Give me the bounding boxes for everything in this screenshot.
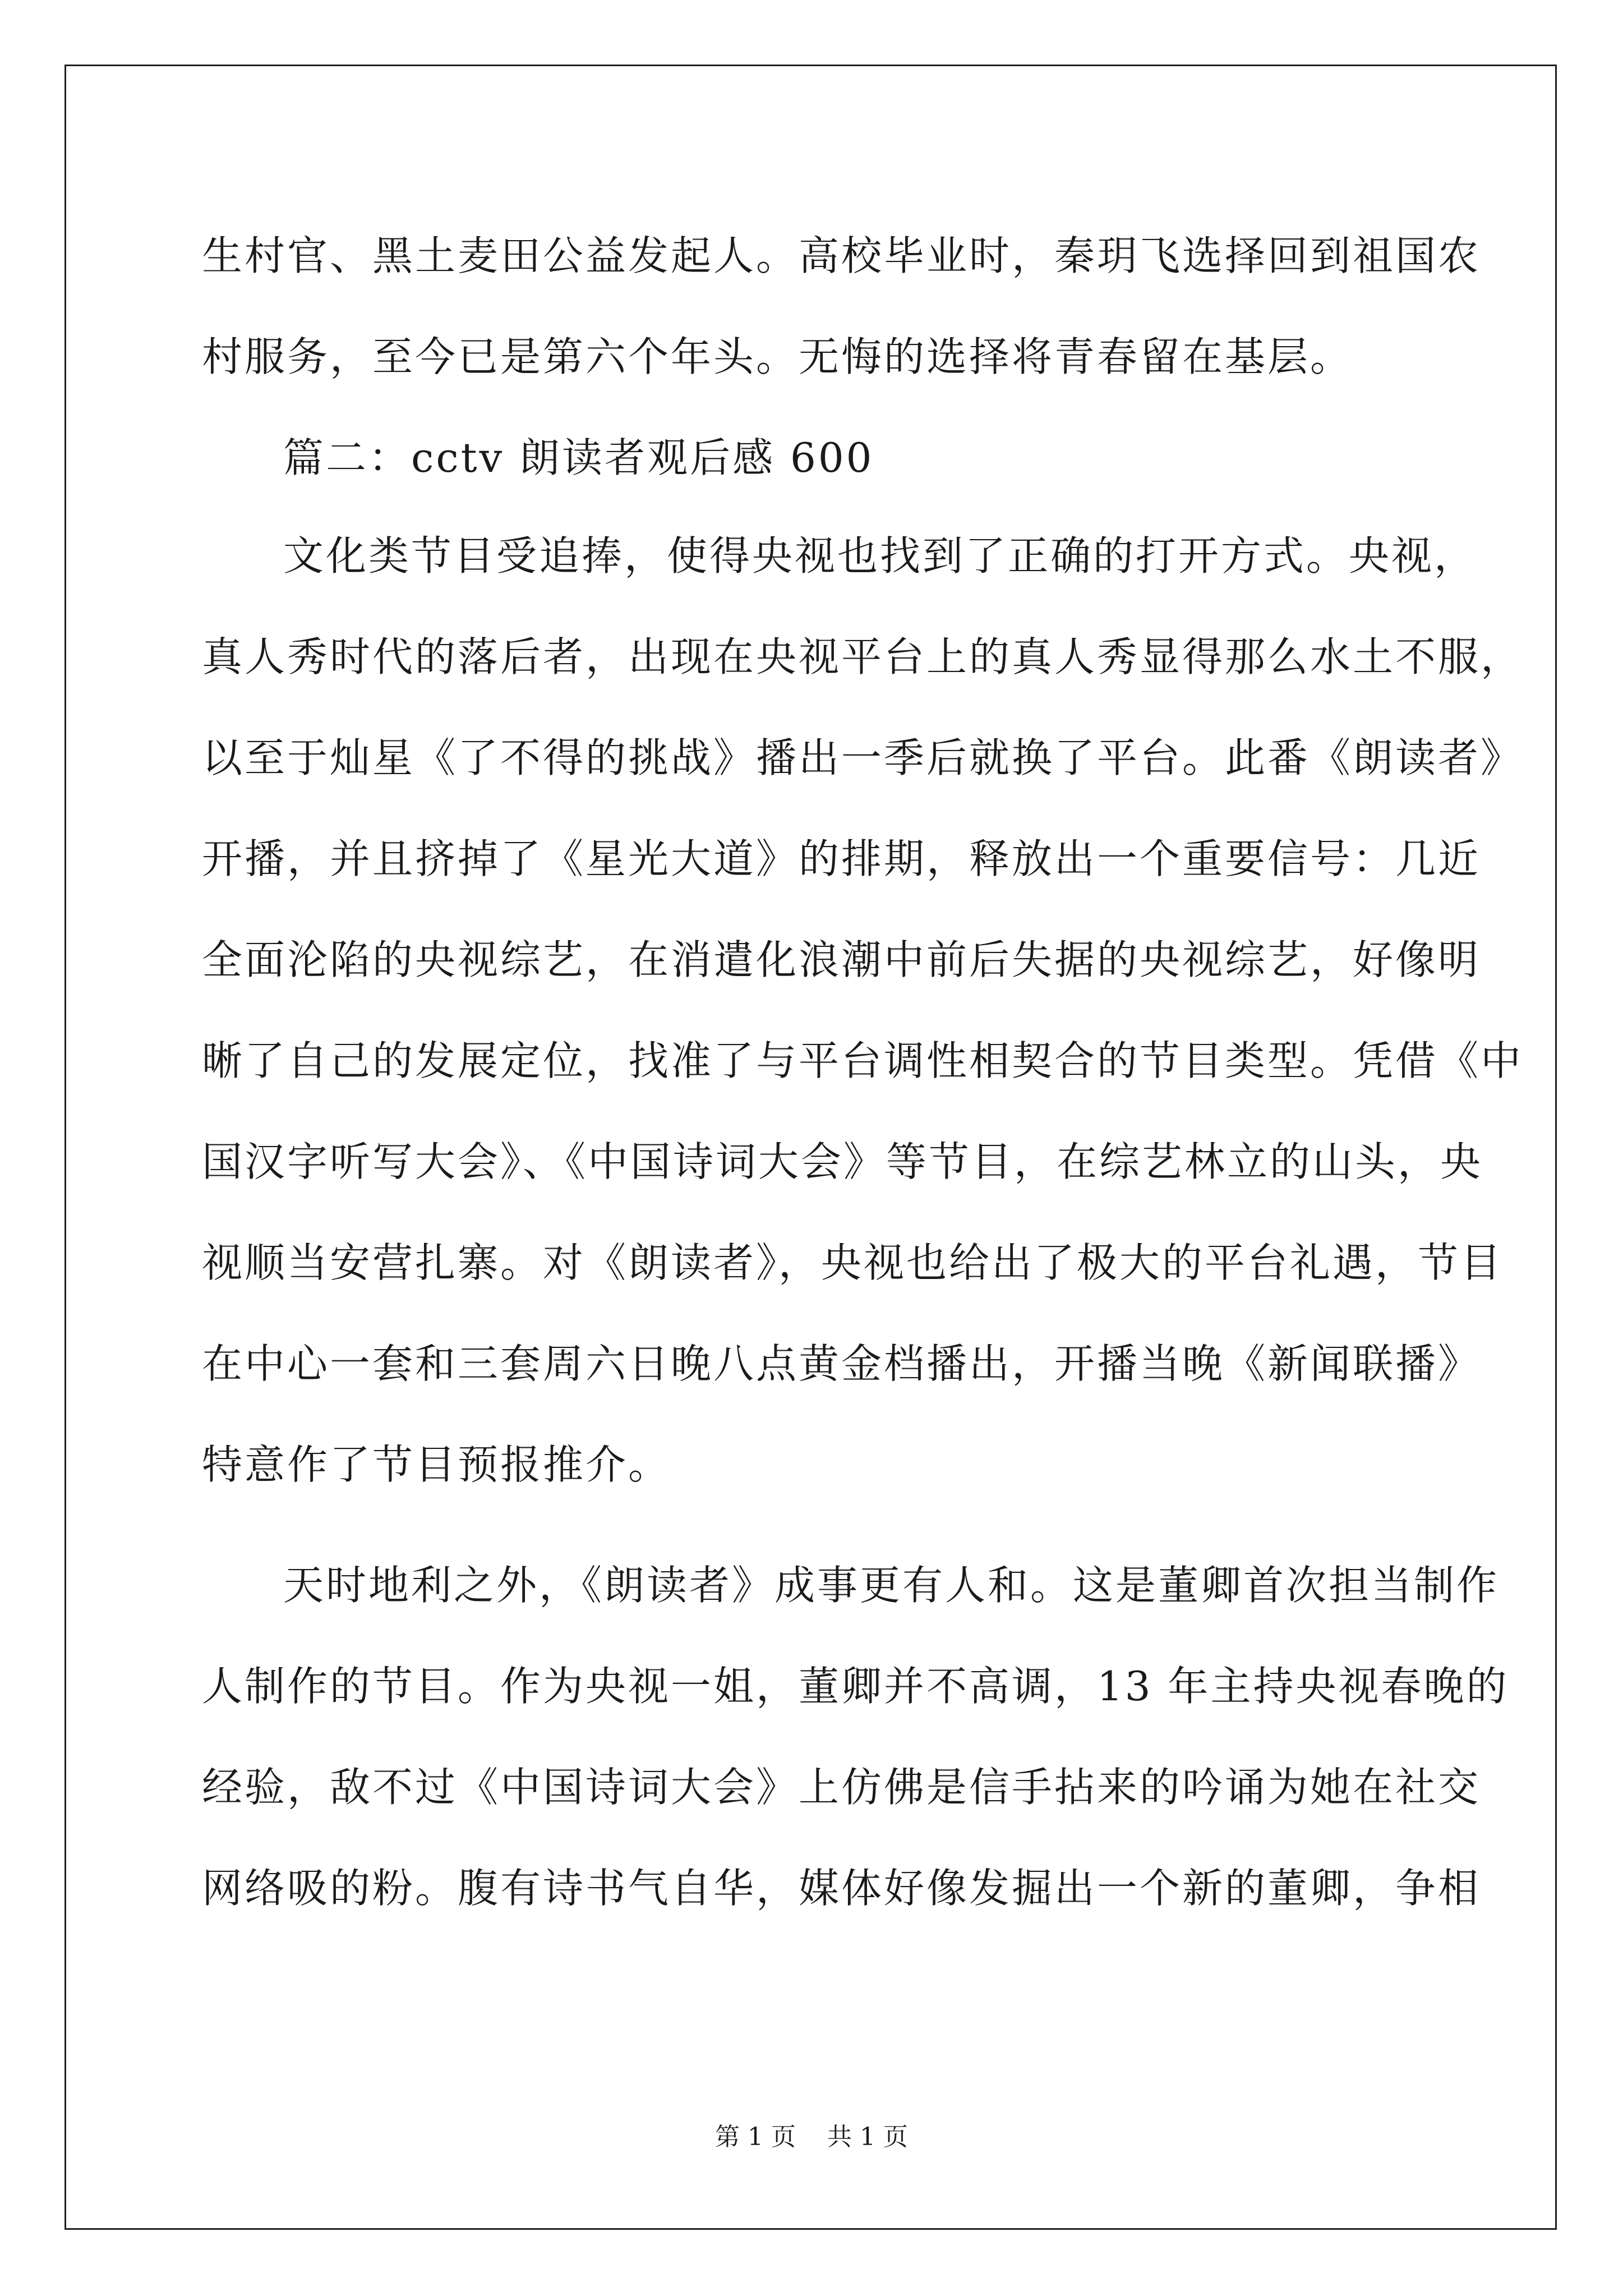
- text-line: 在中心一套和三套周六日晚八点黄金档播出，开播当晚《新闻联播》: [202, 1340, 1481, 1387]
- text-line: 特意作了节目预报推介。: [202, 1441, 671, 1488]
- page-number-footer: 第 1 页 共 1 页: [715, 2123, 908, 2151]
- section-heading: 篇二：cctv 朗读者观后感 600: [283, 434, 874, 481]
- text-line: 全面沦陷的央视综艺，在消遣化浪潮中前后失据的央视综艺，好像明: [202, 936, 1481, 983]
- text-line: 人制作的节目。作为央视一姐，董卿并不高调，13 年主持央视春晚的: [202, 1663, 1509, 1710]
- text-line: 天时地利之外，《朗读者》成事更有人和。这是董卿首次担当制作: [283, 1562, 1500, 1609]
- text-line: 视顺当安营扎寨。对《朗读者》，央视也给出了极大的平台礼遇，节目: [202, 1239, 1504, 1286]
- text-line: 生村官、黑土麦田公益发起人。高校毕业时，秦玥飞选择回到祖国农: [202, 232, 1481, 279]
- text-line: 开播，并且挤掉了《星光大道》的排期，释放出一个重要信号：几近: [202, 835, 1481, 882]
- text-line: 以至于灿星《了不得的挑战》播出一季后就换了平台。此番《朗读者》: [202, 734, 1524, 781]
- text-line: 国汉字听写大会》、《中国诗词大会》等节目，在综艺林立的山头，央: [202, 1138, 1483, 1185]
- text-line: 真人秀时代的落后者，出现在央视平台上的真人秀显得那么水土不服，: [202, 633, 1524, 680]
- text-line: 网络吸的粉。腹有诗书气自华，媒体好像发掘出一个新的董卿，争相: [202, 1865, 1481, 1912]
- text-line: 村服务，至今已是第六个年头。无悔的选择将青春留在基层。: [202, 333, 1353, 380]
- text-line: 文化类节目受追捧，使得央视也找到了正确的打开方式。央视，: [283, 532, 1477, 579]
- text-line: 经验，敌不过《中国诗词大会》上仿佛是信手拈来的吟诵为她在社交: [202, 1764, 1481, 1811]
- text-line: 晰了自己的发展定位，找准了与平台调性相契合的节目类型。凭借《中: [202, 1037, 1524, 1084]
